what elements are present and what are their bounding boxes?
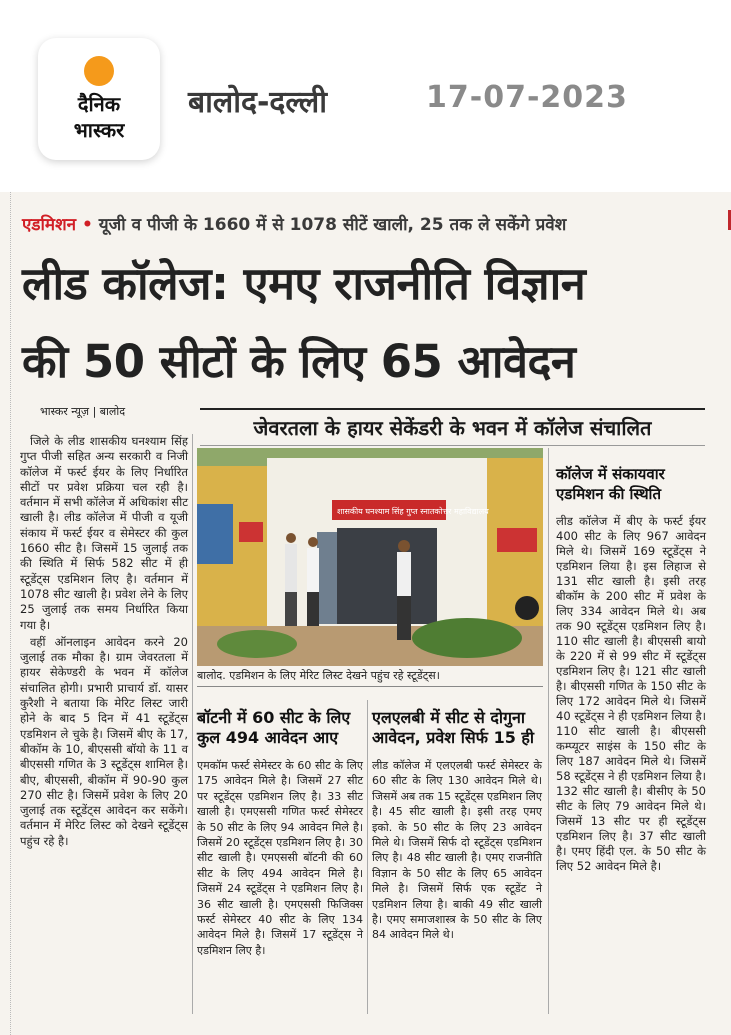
- margin-divider: [0, 192, 11, 1035]
- dainik-bhaskar-logo[interactable]: [38, 38, 160, 160]
- article-kicker: [22, 212, 712, 235]
- sidebar-text: लीड कॉलेज में बीए के फर्स्ट ईयर 400 सीट के लिए 967 आवेदन मिले थे। जिसमें 169 स्टूडेंट्स ने एडमिशन लिया है। इस लिहाज से 131 सीट खाली है। इसी तरह बीकॉम के 200 सीट में प्रवेश के लिए 334 आवेदन मिले थे। अब तक 90 स्टूडेंट्स एडमिशन लिए है। 110 सीट खाली है। बीएससी बायो के 220 में से 99 सीट में स्टूडेंट्स एडमिशन लिए है। 121 सीट खाली है। बीएससी गणित के 150 सीट के लिए 172 आवेदन मिले थे। जिसमें 40 स्टूडेंट्स ने ही एडमिशन लिया है। 110 सीट खाली है। बीएससी कम्प्यूटर साइंस के 150 सीट के लिए 187 आवेदन मिले थे। जिसमें 58 स्टूडेंट्स ने ही एडमिशन लिया है। 132 सीट खाली है। बीसीए के 50 सीट के लिए 79 आवेदन मिले थे। जिसमें 13 सीट पर ही स्टूडेंट्स एडमिशन लिए है। 37 सीट खाली है। एमए हिंदी एल. के 50 सीट के लिए 52 आवेदन मिले है।: [556, 514, 706, 873]
- photo-caption: बालोद. एडमिशन के लिए मेरिट लिस्ट देखने पहुंच रहे स्टूडेंट्स।: [197, 668, 543, 687]
- column-divider: [548, 448, 549, 1014]
- column-divider: [367, 700, 368, 1014]
- sidebar-title: कॉलेज में संकायवार एडमिशन की स्थिति: [556, 465, 665, 503]
- paragraph: जिले के लीड शासकीय घनश्याम सिंह गुप्त पीजी सहित अन्य सरकारी व निजी कॉलेज में फर्स्ट ईयर के लिए निर्धारित सीटों पर प्रवेश प्रक्रिया चल रही है। वर्तमान में सभी कॉलेज में अधिकांश सीट खाली है। लीड कॉलेज में पीजी व यूजी संकाय में फर्स्ट ईयर व सेमेस्टर की कुल 1660 सीट है। जिसमें 15 जुलाई तक की स्थिति में सिर्फ 582 सीट में ही स्टूडेंट्स एडमिशन लिए है। वर्तमान में 1078 सीट खाली है। प्रवेश लेने के लिए 25 जुलाई तक समय निर्धारित किया गया है।: [20, 434, 188, 632]
- paragraph: वहीं ऑनलाइन आवेदन करने 20 जुलाई तक मौका है। ग्राम जेवरतला में हायर सेकेण्डरी के भवन में कॉलेज संचालित होगी। प्रभारी प्राचार्य डॉ. यासर कुरैशी ने बताया कि मेरिट लिस्ट जारी होने के बाद 5 दिन में 41 स्टूडेंट्स एडमिशन ले चुके है। जिसमें बीए के 17, बीकॉम के 10, बीएससी बॉयो के 11 व बीएससी गणित के 3 स्टूडेंट्स शामिल है। बीए, बीएससी, बीकॉम में 90-90 कुल 270 सीट है। जिसमें प्रवेश के लिए 20 जुलाई तक स्टूडेंट्स आवेदन कर सकेंगे। वर्तमान में मेरिट लिस्ट को देखने स्टूडेंट्स पहुंच रहे है।: [20, 634, 188, 848]
- box-text-botany: एमकॉम फर्स्ट सेमेस्टर के 60 सीट के लिए 175 आवेदन मिले है। जिसमें 27 सीट पर स्टूडेंट्स एडमिशन लिए है। 33 सीट खाली है। एमएससी गणित फर्स्ट सेमेस्टर के 50 सीट के लिए 94 आवेदन मिले है। जिसमें 20 स्टूडेंट्स एडमिशन लिए है। 30 सीट खाली है। एमएससी बॉटनी की 60 सीट के लिए 494 आवेदन मिले है। जिसमें 24 स्टूडेंट्स ने एडमिशन लिए है। 36 सीट खाली है। एमएससी फिजिक्स फर्स्ट सेमेस्टर 40 सीट के लिए 134 आवेदन मिले है। जिसमें 17 स्टूडेंट्स ने एडमिशन लिए है।: [197, 759, 363, 957]
- box-title-llb: एलएलबी में सीट से दोगुना आवेदन, प्रवेश सिर्फ 15 ही: [372, 708, 535, 747]
- byline: भास्कर न्यूज़ | बालोद: [40, 405, 126, 418]
- app-header: [0, 0, 731, 190]
- kicker-text: यूजी व पीजी के 1660 में से 1078 सीटें खाली, 25 तक ले सकेंगे प्रवेश: [98, 215, 567, 235]
- edition-date: 17-07-2023: [426, 80, 628, 115]
- column-divider: [192, 434, 193, 1014]
- box-title-botany: बॉटनी में 60 सीट के लिए कुल 494 आवेदन आए: [197, 708, 351, 747]
- logo-text-line1: दैनिक: [77, 92, 121, 116]
- headline-line-2: की 50 सीटों के लिए 65 आवेदन: [22, 335, 576, 388]
- subheadline: जेवरतला के हायर सेकेंडरी के भवन में कॉलेज संचालित: [200, 408, 705, 446]
- news-photo: [197, 448, 543, 666]
- headline-line-1: लीड कॉलेज: एमए राजनीति विज्ञान: [22, 257, 586, 310]
- logo-text-line2: भास्कर: [73, 118, 125, 142]
- sun-icon: [84, 56, 114, 86]
- edition-name: बालोद-दल्ली: [188, 85, 327, 120]
- article-column-1: [20, 434, 188, 851]
- kicker-label: एडमिशन •: [22, 215, 93, 235]
- box-text-llb: लीड कॉलेज में एलएलबी फर्स्ट सेमेस्टर के 60 सीट के लिए 130 आवेदन मिले थे। जिसमें अब तक 15 स्टूडेंट्स एडमिशन लिए है। 45 सीट खाली है। इसी तरह एमए इको. के 50 सीट के लिए 23 आवेदन मिले थे। जिसमें सिर्फ दो स्टूडेंट्स एडमिशन लिए है। 48 सीट खाली है। एमए राजनीति विज्ञान के 50 सीट के लिए 65 आवेदन मिले है। जिसमें सिर्फ एक स्टूडेंट ने एडमिशन लिया है। बाकी 49 सीट खाली है। एमए समाजशास्त्र के 50 सीट के लिए 84 आवेदन मिले थे।: [372, 759, 542, 942]
- photo-banner: शासकीय घनश्याम सिंह गुप्त स्नातकोत्तर महाविद्यालय: [337, 507, 489, 516]
- college-building-photo: [197, 448, 543, 666]
